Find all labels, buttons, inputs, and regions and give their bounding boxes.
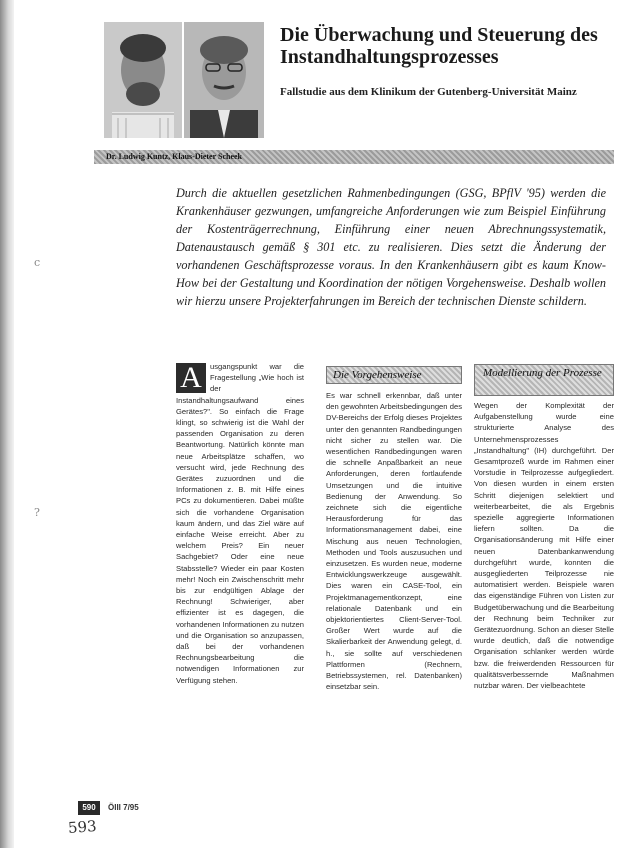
column-2-text: Es war schnell erkennbar, daß unter den gewohnten Arbeitsbedingungen des DV-Bereichs der Erfolg dieses Projektes unter den genannten Randbedingungen nicht sicher zu stellen war. Die wesentlichen Randbedingungen waren die schnelle Anpaßbarkeit an neue Anforderungen, deren fortlaufende Umsetzungen und die intuitive Bedienung der Anwendung. So zeichnete sich die eigentliche Herausforderung für das Informationsmanagement dabei, eine Mischung aus neuen Technologien, Methoden und Tools auszusuchen und einzusetzen. Es wurden neue, moderne Entwicklungswerkzeuge ausgewählt. Dies waren ein CASE-Tool, ein Projektmanagementkonzept, eine relationale Datenbank und ein objektorientiertes Client-Server-Tool. Großer Wert wurde auf die Skalierbarkeit der Anwendung gelegt, d. h., sie sollte auf verschiedenen Plattformen (Rechnern, Betriebssystemen, rel. Datenbanken) einsetzbar sein. <box>326 391 462 692</box>
column-3-text: Wegen der Komplexität der Aufgabenstellung wurde eine strukturierte Analyse des Unternehmensprozesses „Instandhaltung" (IH) durchgeführt. Der Gesamtprozeß wurde im Rahmen einer Vorstudie in Teilprozesse aufgegliedert. Von diesen wurden in einem ersten Schritt diejenigen selektiert und weiterbearbeitet, die als Ergebnis spezielle aggregierte Informationen liefern sollten. Da die Organisationsänderung mit Hilfe einer neuen Datenbankanwendung durchgeführt wurde, konnten die ausgegliederten Teilprozesse nie automatisiert werden. Beispiele waren das eigenständige Führen von Listen zur Budgetüberwachung und die Bearbeitung der Rechnung beim Techniker zur Gerätezuordnung. Schon an dieser Stelle wurde deutlich, daß die notwendige Organisation schlanker werden würde bzw. die freiwerdenden Ressourcen für qualitätsverbessernde Maßnahmen nutzbar wären. Der vielbeachtete <box>474 401 614 691</box>
journal-issue: ÖIII 7/95 <box>108 803 139 812</box>
author-photo-kuntz <box>104 22 182 138</box>
author-photo-scheek <box>184 22 264 138</box>
column-1-text: usgangspunkt war die Fragestellung „Wie hoch ist der Instandhaltungsaufwand eines Gerätes?". So einfach die Frage klingt, so schwierig ist die Wahl der passenden Organisation zu deren Beantwortung. Natürlich könnte man neue Arbeitsplätze schaffen, wo versucht wird, jede Rechnung des Gerätes zuzuordnen und die Informationen z. B. mit Hilfe eines PCs zu dokumentieren. Dabei müßte sich die vorhandene Organisation kaum ändern, und das Ziel wäre auf einfache Weise erreicht. Aber zu welchem Preis? Ein neuer Sachgebiet? Oder eine neue Stabsstelle? Wieder ein paar Kosten mehr! Noch ein Zwischenschritt mehr bis zur endgültigen Ablage der Rechnung! Schwieriger, aber effizienter ist es dagegen, die vorhandenen Informationen zu nutzen und die Organisation so anzupassen, daß bei der vorhandenen Rechnungsbearbeitung die notwendigen Informationen zur Verfügung stehen. <box>176 362 304 685</box>
article-subtitle: Fallstudie aus dem Klinikum der Gutenberg-Universität Mainz <box>280 86 577 98</box>
margin-punch-mark: c <box>34 256 41 269</box>
lead-paragraph: Durch die aktuellen gesetzlichen Rahmenbedingungen (GSG, BPflV '95) werden die Krankenhäuser gezwungen, umfangreiche Anforderungen wie zum Beispiel Einführung der Kostenträgerrechnung, Einführung einer neuen Abrechnungssystematik, Datenaustausch gemäß § 301 etc. zu realisieren. Dies setzt die Änderung der vorhandenen Geschäftsprozesse voraus. In den Krankenhäusern gibt es kaum Know-How bei der Gestaltung und Koordination der nötigen Vorgehensweise. Deshalb wollen wir hierzu unsere Projekterfahrungen im Bereich der technischen Dienste schildern. <box>176 186 606 308</box>
body-column-1 <box>176 361 304 686</box>
section-heading-modellierung: Modellierung der Prozesse <box>474 364 614 396</box>
page-number: 590 <box>78 801 100 815</box>
margin-punch-mark: ? <box>34 506 40 519</box>
section-heading-vorgehensweise: Die Vorgehensweise <box>326 366 462 384</box>
page-binding-edge <box>0 0 14 848</box>
drop-cap: A <box>176 363 206 393</box>
handwritten-page-note: 593 <box>67 817 98 837</box>
article-title: Die Überwachung und Steuerung des Instandhaltungsprozesses <box>280 24 598 68</box>
author-byline: Dr. Ludwig Kuntz, Klaus-Dieter Scheek <box>94 150 614 164</box>
